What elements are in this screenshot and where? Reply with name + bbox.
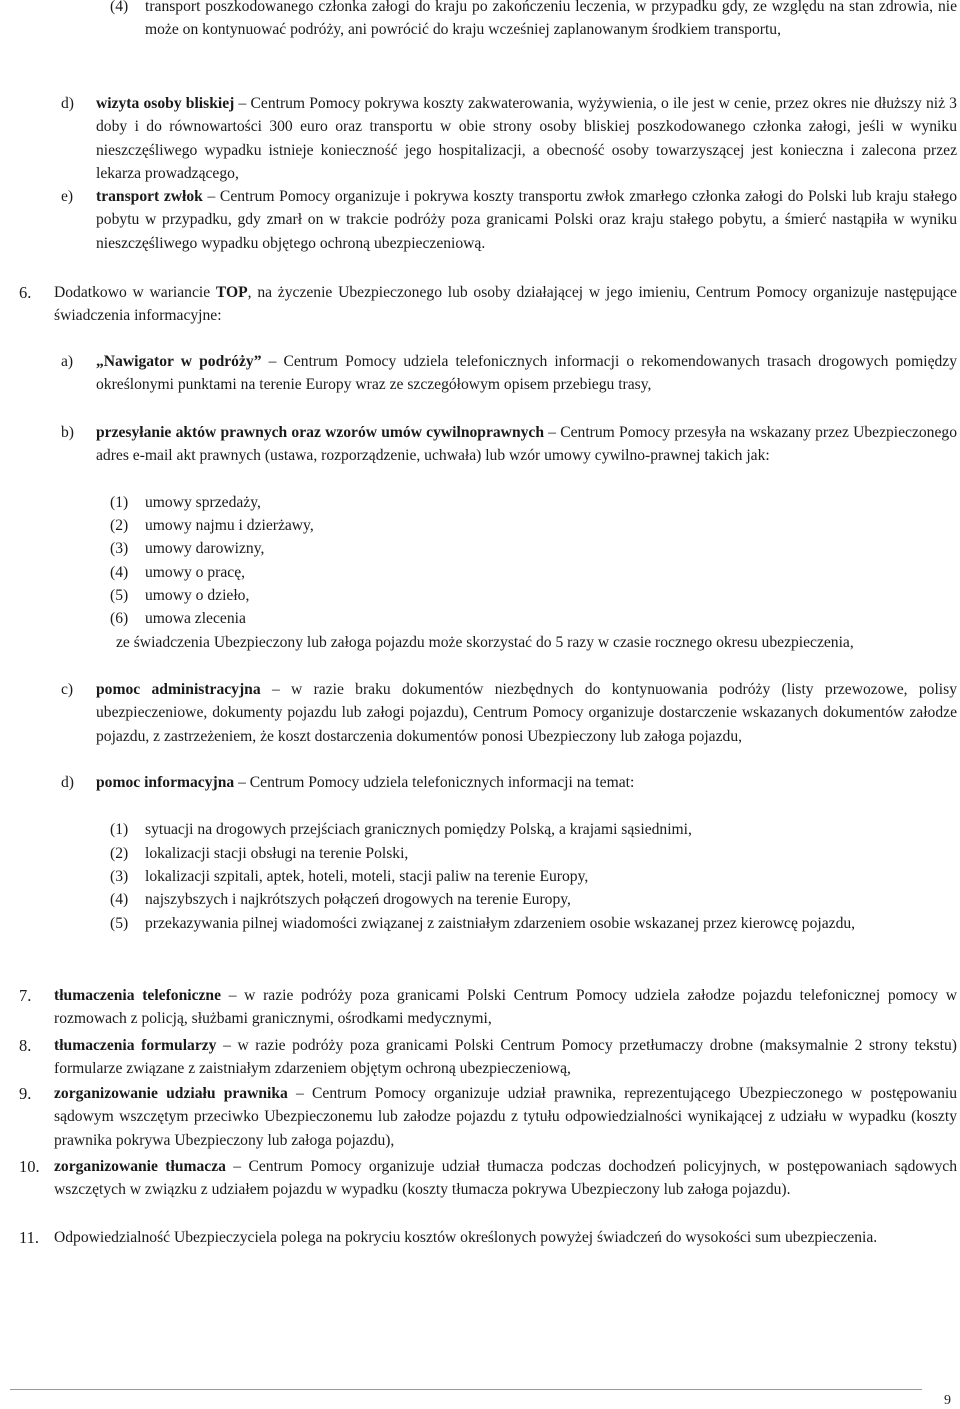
page-number: 9: [944, 1393, 951, 1408]
sub-list-label: (2): [110, 845, 129, 862]
item-body: – Centrum Pomocy udziela telefonicznych informacji o rekomendowanych trasach drogowych pomiędzy określonymi punktami na terenie Europy wraz ze szczegółowym opisem przebiegu trasy,: [96, 353, 958, 394]
sub-list-label: (3): [110, 540, 129, 557]
list-label: e): [61, 188, 74, 205]
footer-divider: [10, 1389, 922, 1390]
sub-list-item: lokalizacji stacji obsługi na terenie Polski,: [145, 845, 409, 862]
sub-list-item: umowy darowizny,: [145, 540, 265, 557]
sub-list-label: (1): [110, 494, 129, 511]
sub-list-label: (1): [110, 821, 129, 838]
paragraph-przesylanie-aktow: [96, 421, 957, 468]
sub-list-label: (4): [110, 891, 129, 908]
section-number: 8.: [19, 1036, 32, 1055]
paragraph-tlumaczenia-telefoniczne: [54, 984, 957, 1031]
sub-list-label: (3): [110, 868, 129, 885]
paragraph-transport-poszkodowanego: transport poszkodowanego członka załogi do kraju po zakończeniu leczenia, w przypadku gdy, ze względu na stan zdrowia, nie może on kontynuować podróży, ani powrócić do kraju wcześniej zaplanowanym środkiem transportu,: [145, 0, 957, 39]
paragraph-odpowiedzialnosc: Odpowiedzialność Ubezpieczyciela polega na pokryciu kosztów określonych powyżej świadczeń do wysokości sum ubezpieczenia.: [54, 1229, 878, 1246]
section-number: 11.: [19, 1228, 40, 1247]
item-body: – w razie braku dokumentów niezbędnych do kontynuowania podróży (listy przewozowe, polisy ubezpieczeniowe, dokumenty pojazdu lub załogi pojazdu), Centrum Pomocy organizuje dostarczenie wskazanych dokumentów załodze pojazdu, z zastrzeżeniem, że koszt dostarczenia dokumentów ponosi Ubezpieczony lub załoga pojazdu,: [96, 681, 958, 745]
item-body: – w razie podróży poza granicami Polski Centrum Pomocy przetłumaczy drobne (maksymalnie 2 strony tekstu) formularze związane z zaistniałym zdarzeniem objętym ochroną ubezpieczeniową,: [54, 1037, 958, 1078]
item-heading: tłumaczenia telefoniczne: [54, 987, 222, 1004]
paragraph-nawigator: [96, 350, 957, 397]
item-heading: tłumaczenia formularzy: [54, 1037, 217, 1054]
sub-list-label: (2): [110, 517, 129, 534]
section-text: Dodatkowo w wariancie: [54, 284, 216, 301]
item-heading: wizyta osoby bliskiej: [96, 95, 235, 112]
sub-list-item: umowy o pracę,: [145, 564, 246, 581]
item-body: – w razie podróży poza granicami Polski Centrum Pomocy udziela załodze pojazdu telefonicznej pomocy w rozmowach z policją, służbami granicznymi, ośrodkami medycznymi,: [54, 987, 958, 1028]
item-heading: zorganizowanie tłumacza: [54, 1158, 226, 1175]
sub-list-item: lokalizacji szpitali, aptek, hoteli, moteli, stacji paliw na terenie Europy,: [145, 868, 589, 885]
paragraph-tlumaczenia-formularzy: [54, 1034, 957, 1081]
list-label: a): [61, 353, 74, 370]
sub-list-label: (4): [110, 564, 129, 581]
item-body: – Centrum Pomocy organizuje i pokrywa koszty transportu zwłok zmarłego członka załogi do Polski lub kraju stałego pobytu w przypadku, gdy zmarł on w trakcie podróży poza granicami Polski oraz kraju stałego pobytu, a śmierć nastąpiła w wyniku nieszczęśliwego wypadku objętego ochroną ubezpieczeniową.: [96, 188, 957, 252]
list-label: c): [61, 681, 74, 698]
item-heading: „Nawigator w podróży”: [96, 353, 262, 370]
sub-list-label: (6): [110, 610, 129, 627]
section-number: 7.: [19, 986, 32, 1005]
paragraph-pomoc-administracyjna: [96, 678, 957, 748]
item-body: – Centrum Pomocy pokrywa koszty zakwaterowania, wyżywienia, o ile jest w cenie, przez okres nie dłuższy niż 3 doby i do równowartości 300 euro oraz transportu w obie strony osoby bliskiej poszkodowanego członka załogi, jeśli w wyniku nieszczęśliwego wypadku istnieje konieczność jego hospitalizacji, a obecność osoby towarzyszącej jest konieczna i zalecona przez lekarza prowadzącego,: [96, 95, 957, 182]
list-label: d): [61, 95, 74, 112]
paragraph-usage-note: ze świadczenia Ubezpieczony lub załoga pojazdu może skorzystać do 5 razy w czasie rocznego okresu ubezpieczenia,: [116, 634, 854, 651]
section-number: 9.: [19, 1084, 32, 1103]
sub-list-item: umowa zlecenia: [145, 610, 246, 627]
sub-list-item: przekazywania pilnej wiadomości związanej z zaistniałym zdarzeniem osobie wskazanej przez kierowcę pojazdu,: [145, 915, 856, 932]
sub-list-label: (5): [110, 587, 129, 604]
section-number: 10.: [19, 1157, 40, 1176]
list-label: b): [61, 424, 74, 441]
paragraph-transport-zwlok: [96, 185, 957, 255]
item-heading: pomoc administracyjna: [96, 681, 261, 698]
item-body: – Centrum Pomocy organizuje udział prawnika, reprezentującego Ubezpieczonego w postępowaniu sądowym wszczętym przeciwko Ubezpieczonemu lub załodze pojazdu z tytułu odpowiedzialności wynikającej z udziału w wypadku (koszty prawnika pokrywa Ubezpieczony lub załoga pojazdu),: [54, 1085, 957, 1149]
sub-list-item: umowy o dzieło,: [145, 587, 250, 604]
paragraph-wizyta-osoby-bliskiej: [96, 92, 957, 185]
item-heading: zorganizowanie udziału prawnika: [54, 1085, 288, 1102]
item-body: – Centrum Pomocy udziela telefonicznych informacji na temat:: [234, 774, 635, 791]
item-heading: transport zwłok: [96, 188, 203, 205]
item-body: – Centrum Pomocy przesyła na wskazany przez Ubezpieczonego adres e-mail akt prawnych (ustawa, rozporządzenie, uchwała) lub wzór umowy cywilno-prawnej takich jak:: [96, 424, 957, 465]
item-heading: pomoc informacyjna: [96, 774, 235, 791]
paragraph-section-6: [54, 281, 957, 328]
sub-list-item: najszybszych i najkrótszych połączeń drogowych na terenie Europy,: [145, 891, 571, 908]
variant-name: TOP: [215, 284, 248, 301]
sub-list-item: sytuacji na drogowych przejściach granicznych pomiędzy Polską, a krajami sąsiednimi,: [145, 821, 692, 838]
section-text: , na życzenie Ubezpieczonego lub osoby działającej w jego imieniu, Centrum Pomocy organizuje następujące świadczenia informacyjne:: [54, 284, 957, 325]
item-heading: przesyłanie aktów prawnych oraz wzorów umów cywilnoprawnych: [96, 424, 545, 441]
list-label: (4): [110, 0, 129, 15]
section-number: 6.: [19, 283, 32, 302]
sub-list-label: (5): [110, 915, 129, 932]
paragraph-pomoc-informacyjna: [96, 771, 957, 794]
paragraph-tlumacz: [54, 1155, 957, 1202]
item-body: – Centrum Pomocy organizuje udział tłumacza podczas dochodzeń policyjnych, w postępowaniach sądowych wszczętych w związku z udziałem pojazdu w wypadku (koszty tłumacza pokrywa Ubezpieczony lub załoga pojazdu).: [54, 1158, 957, 1199]
list-label: d): [61, 774, 74, 791]
sub-list-item: umowy sprzedaży,: [145, 494, 261, 511]
paragraph-udzial-prawnika: [54, 1082, 957, 1152]
sub-list-item: umowy najmu i dzierżawy,: [145, 517, 314, 534]
